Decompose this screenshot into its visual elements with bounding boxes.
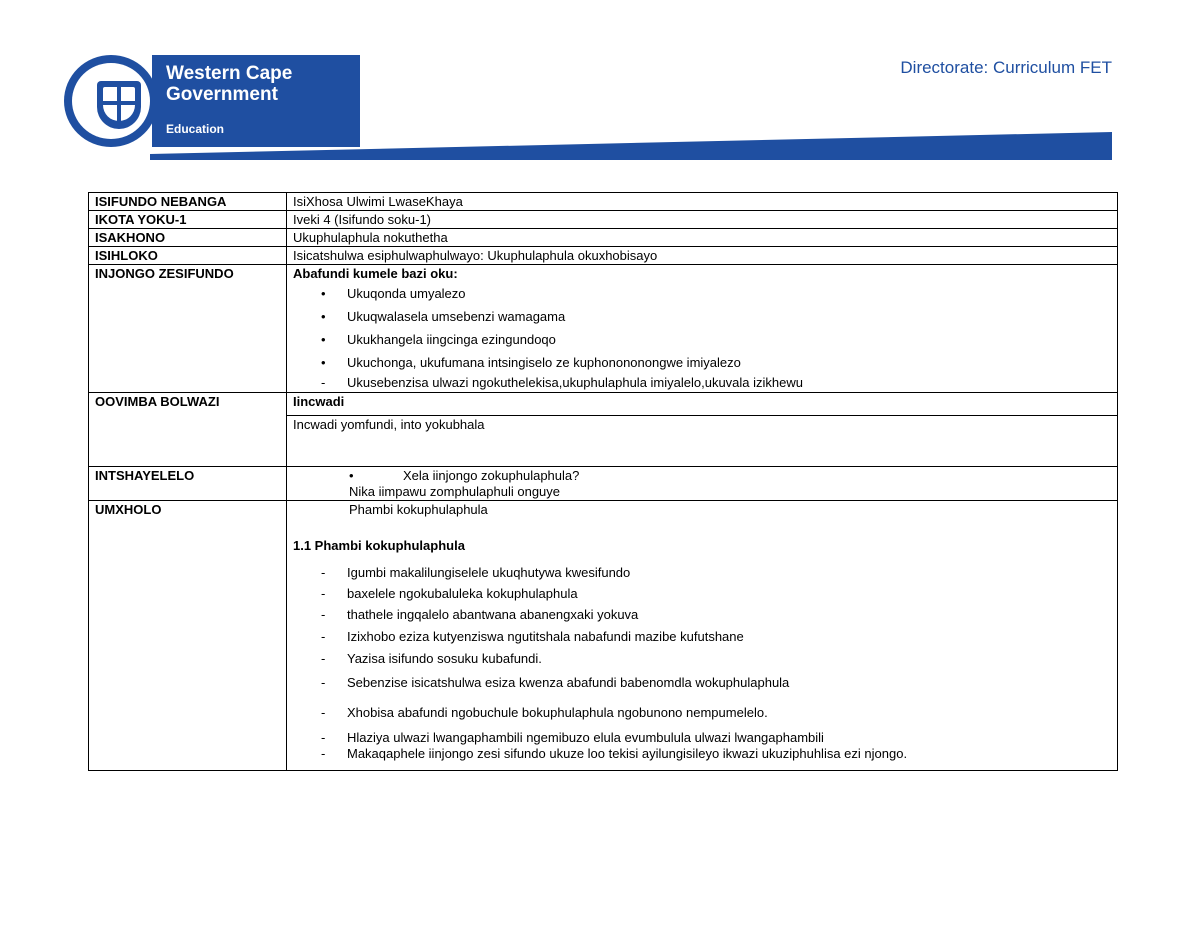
list-item [293, 696, 1111, 730]
list-item-text: Sebenzise isicatshulwa esiza kwenza abafundi babenomdla wokuphulaphula [347, 675, 790, 690]
dash-icon: - [321, 629, 326, 644]
list-item-text: Ukuqonda umyalezo [347, 286, 466, 301]
dash-icon: - [321, 607, 326, 622]
row-value-skill: Ukuphulaphula nokuthetha [287, 229, 1118, 247]
row-value-term: Iveki 4 (Isifundo soku-1) [287, 211, 1118, 229]
brand-name-line2: Government [166, 84, 278, 105]
dash-icon: - [321, 651, 326, 666]
header-swoosh-bar [150, 132, 1112, 160]
list-item-text: Ukusebenzisa ulwazi ngokuthelekisa,ukuphulaphula imiyalelo,ukuvala izikhewu [347, 375, 803, 390]
bullet-icon: • [321, 355, 326, 370]
intro-line1: Xela iinjongo zokuphulaphula? [403, 468, 580, 483]
aims-heading: Abafundi kumele bazi oku: [293, 266, 458, 281]
table-row [89, 193, 1118, 211]
row-label-aims: INJONGO ZESIFUNDO [89, 265, 287, 393]
dash-icon: - [321, 746, 326, 761]
lesson-plan-table [88, 192, 1118, 771]
list-item-text: Yazisa isifundo sosuku kubafundi. [347, 651, 542, 666]
bullet-icon: • [321, 309, 326, 324]
list-item [293, 670, 1111, 696]
list-item [293, 626, 1111, 648]
row-label-resources: OOVIMBA BOLWAZI [89, 393, 287, 467]
list-item-text: Igumbi makalilungiselele ukuqhutywa kwesifundo [347, 565, 631, 580]
table-row [89, 211, 1118, 229]
brand-name-line1: Western Cape [166, 63, 293, 84]
dash-icon: - [321, 565, 326, 580]
list-item-text: Hlaziya ulwazi lwangaphambili ngemibuzo elula evumbulula ulwazi lwangaphambili [347, 730, 824, 745]
intro-item [293, 468, 1111, 484]
table-row [89, 265, 1118, 393]
dash-icon: - [321, 586, 326, 601]
resources-heading: Iincwadi [287, 393, 1118, 416]
row-label-term: IKOTA YOKU-1 [89, 211, 287, 229]
list-item-text: Ukukhangela iingcinga ezingundoqo [347, 332, 556, 347]
row-value-content [287, 501, 1118, 771]
row-label-intro: INTSHAYELELO [89, 467, 287, 501]
brand-department: Education [166, 122, 225, 136]
list-item [293, 648, 1111, 670]
row-value-aims [287, 265, 1118, 393]
list-item [293, 351, 1111, 374]
list-item [293, 282, 1111, 305]
content-subheading: 1.1 Phambi kokuphulaphula [293, 538, 465, 553]
list-item-text: Ukuqwalasela umsebenzi wamagama [347, 309, 566, 324]
list-item [293, 730, 1111, 746]
bullet-icon: • [321, 332, 326, 347]
list-item [293, 305, 1111, 328]
dash-icon: - [321, 730, 326, 745]
list-item [293, 604, 1111, 626]
list-item-text: baxelele ngokubaluleka kokuphulaphula [347, 586, 578, 601]
table-row [89, 247, 1118, 265]
list-item-text: Ukuchonga, ukufumana intsingiselo ze kuphonononongwe imiyalezo [347, 355, 741, 370]
aims-list [293, 282, 1111, 392]
bullet-icon: • [321, 286, 326, 301]
row-label-subject: ISIFUNDO NEBANGA [89, 193, 287, 211]
row-label-topic: ISIHLOKO [89, 247, 287, 265]
coat-of-arms-icon [64, 55, 158, 147]
intro-line2: Nika iimpawu zomphulaphuli onguye [349, 484, 561, 499]
list-item-text: Makaqaphele iinjongo zesi sifundo ukuze loo tekisi ayilungisileyo ikwazi ukuziphuhlisa ezi njongo. [347, 746, 908, 761]
list-item [293, 583, 1111, 604]
table-row [89, 229, 1118, 247]
list-item [293, 328, 1111, 351]
list-item-text: Xhobisa abafundi ngobuchule bokuphulaphula ngobunono nempumelelo. [347, 705, 768, 720]
row-value-topic: Isicatshulwa esiphulwaphulwayo: Ukuphulaphula okuxhobisayo [287, 247, 1118, 265]
list-item [293, 374, 1111, 392]
table-row [89, 467, 1118, 501]
dash-icon: - [321, 705, 326, 720]
directorate-title: Directorate: Curriculum FET [900, 58, 1112, 77]
dash-icon: - [321, 675, 326, 690]
list-item [293, 562, 1111, 583]
row-value-subject: IsiXhosa Ulwimi LwaseKhaya [287, 193, 1118, 211]
dash-icon: - [321, 375, 326, 390]
table-row [89, 393, 1118, 416]
bullet-icon: • [349, 468, 354, 483]
resources-text: Incwadi yomfundi, into yokubhala [287, 416, 1118, 467]
list-item-text: Izixhobo eziza kutyenziswa ngutitshala nabafundi mazibe kufutshane [347, 629, 744, 644]
table-row [89, 501, 1118, 771]
row-value-intro [287, 467, 1118, 501]
row-label-skill: ISAKHONO [89, 229, 287, 247]
row-label-content: UMXHOLO [89, 501, 287, 771]
list-item-text: thathele ingqalelo abantwana abanengxaki yokuva [347, 607, 639, 622]
content-line1: Phambi kokuphulaphula [349, 502, 488, 517]
content-list [293, 562, 1111, 762]
list-item [293, 746, 1111, 762]
